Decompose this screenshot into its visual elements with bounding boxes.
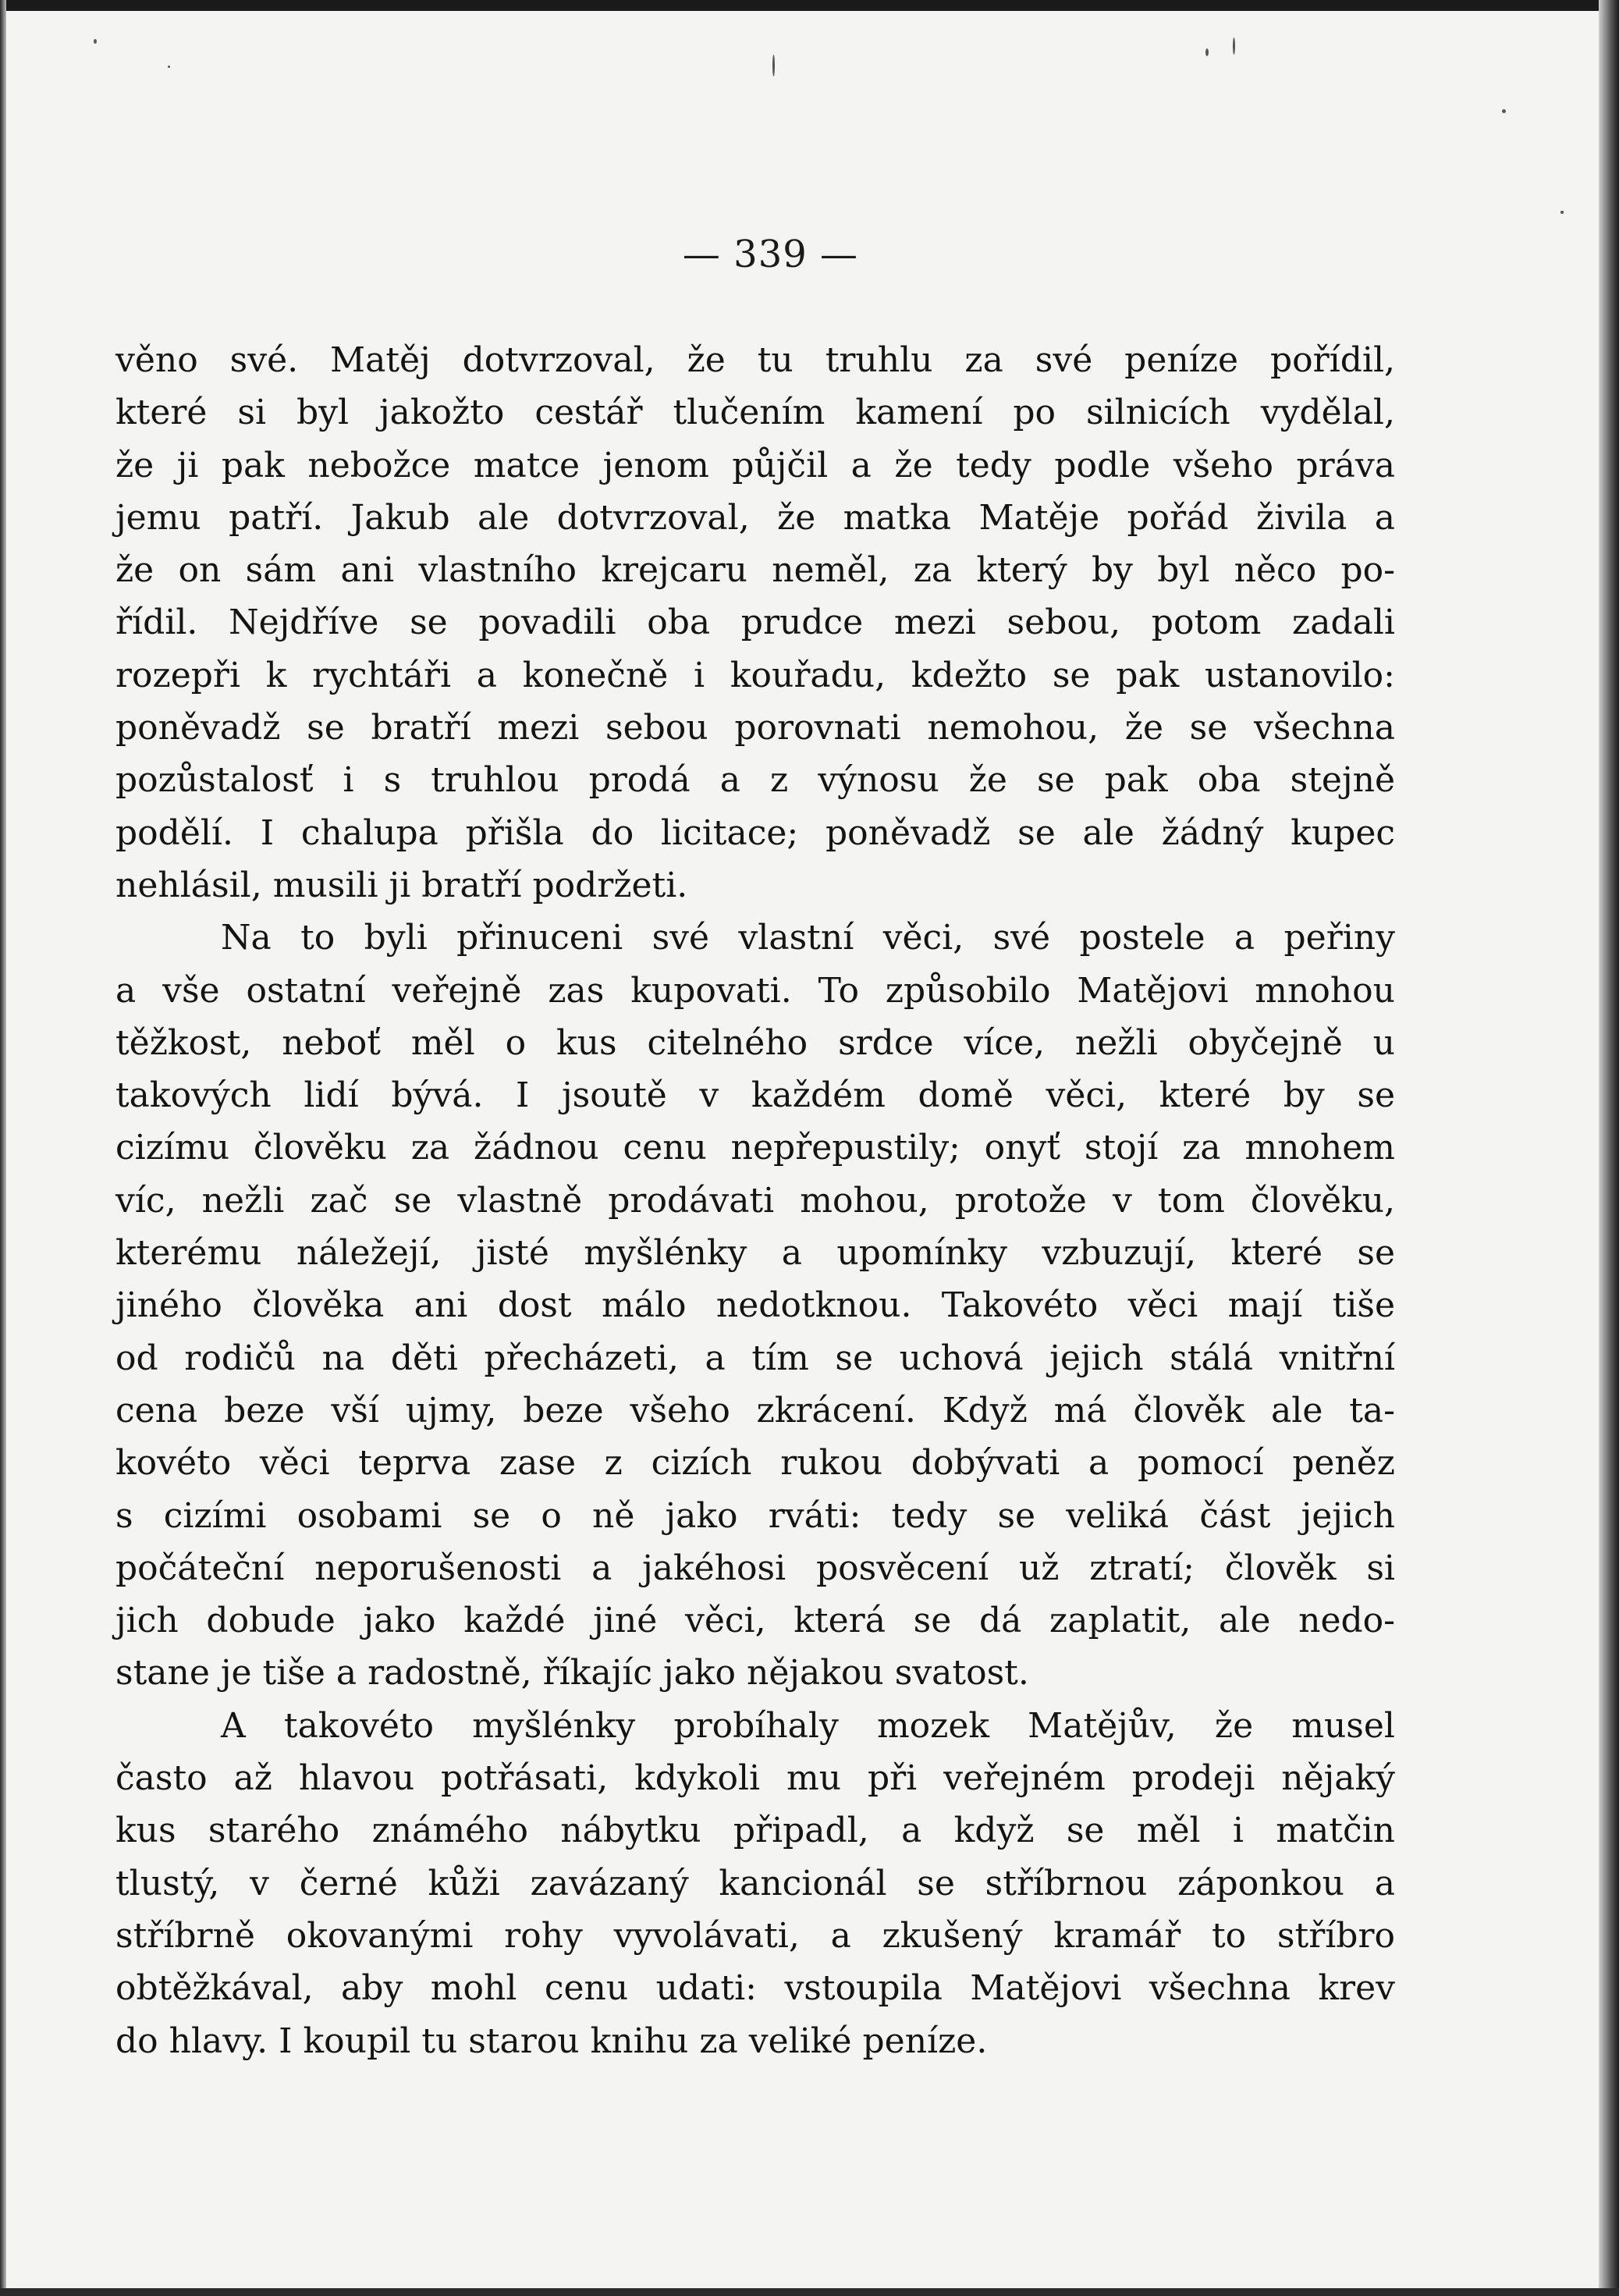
text-line: že on sám ani vlastního krejcaru neměl, za který by byl něco po- bbox=[115, 550, 1395, 591]
text-line: stane je tiše a radostně, říkajíc jako nějakou svatost. bbox=[115, 1653, 1029, 1694]
text-line: stříbrně okovanými rohy vyvolávati, a zkušený kramář to stříbro bbox=[115, 1915, 1395, 1956]
scan-speck bbox=[772, 55, 775, 76]
text-line: rozepři k rychtáři a konečně i kouřadu, kdežto se pak ustanovilo: bbox=[115, 655, 1395, 695]
text-line: obtěžkával, aby mohl cenu udati: vstoupila Matějovi všechna krev bbox=[115, 1968, 1395, 2009]
text-line: počáteční neporušenosti a jakéhosi posvěcení už ztratí; člověk si bbox=[115, 1548, 1395, 1588]
text-line: cena beze vší ujmy, beze všeho zkrácení. Když má člověk ale ta- bbox=[115, 1390, 1395, 1431]
text-line: kterému náležejí, jisté myšlénky a upomínky vzbuzují, které se bbox=[115, 1233, 1395, 1274]
scan-edge-top bbox=[0, 0, 1619, 11]
text-line: těžkost, neboť měl o kus citelného srdce více, nežli obyčejně u bbox=[115, 1022, 1395, 1063]
scan-speck bbox=[94, 39, 97, 44]
text-line: často až hlavou potřásati, kdykoli mu při veřejném prodeji nějaký bbox=[115, 1758, 1395, 1799]
scan-edge-right bbox=[1599, 0, 1619, 2296]
text-line: řídil. Nejdříve se povadili oba prudce mezi sebou, potom zadali bbox=[115, 602, 1395, 643]
text-line: od rodičů na děti přecházeti, a tím se uchová jejich stálá vnitřní bbox=[115, 1338, 1395, 1378]
text-line: že ji pak nebožce matce jenom půjčil a že tedy podle všeho práva bbox=[115, 445, 1395, 485]
text-line: kovéto věci teprva zase z cizích rukou dobývati a pomocí peněz bbox=[115, 1443, 1395, 1484]
page-number: — 339 — bbox=[682, 233, 859, 276]
text-line: do hlavy. I koupil tu starou knihu za veliké peníze. bbox=[115, 2021, 988, 2061]
scan-edge-left bbox=[0, 0, 6, 2296]
text-line: podělí. I chalupa přišla do licitace; poněvadž se ale žádný kupec bbox=[115, 812, 1395, 853]
text-line: jemu patří. Jakub ale dotvrzoval, že matka Matěje pořád živila a bbox=[115, 497, 1395, 538]
text-line: cizímu člověku za žádnou cenu nepřepustily; onyť stojí za mnohem bbox=[115, 1128, 1395, 1168]
scan-speck bbox=[1502, 109, 1506, 113]
body-text bbox=[115, 334, 1395, 2067]
text-line: s cizími osobami se o ně jako rváti: tedy se veliká část jejich bbox=[115, 1495, 1395, 1536]
text-line: pozůstalosť i s truhlou prodá a z výnosu že se pak oba stejně bbox=[115, 760, 1395, 801]
text-line: které si byl jakožto cestář tlučením kamení po silnicích vydělal, bbox=[115, 393, 1395, 433]
scan-speck bbox=[168, 66, 170, 68]
text-line: Na to byli přinuceni své vlastní věci, své postele a peřiny bbox=[221, 918, 1395, 958]
text-line: jiného člověka ani dost málo nedotknou. Takovéto věci mají tiše bbox=[115, 1285, 1395, 1326]
text-line: a vše ostatní veřejně zas kupovati. To způsobilo Matějovi mnohou bbox=[115, 970, 1395, 1011]
scan-speck bbox=[1233, 37, 1235, 55]
text-line: poněvadž se bratří mezi sebou porovnati nemohou, že se všechna bbox=[115, 708, 1395, 748]
text-line: víc, nežli zač se vlastně prodávati mohou, protože v tom člověku, bbox=[115, 1180, 1395, 1221]
scan-speck bbox=[1560, 211, 1564, 214]
text-line: kus starého známého nábytku připadl, a když se měl i matčin bbox=[115, 1811, 1395, 1851]
scan-speck bbox=[1205, 48, 1209, 56]
text-line: jich dobude jako každé jiné věci, která se dá zaplatit, ale nedo- bbox=[115, 1601, 1395, 1641]
text-line: věno své. Matěj dotvrzoval, že tu truhlu za své peníze pořídil, bbox=[115, 340, 1395, 380]
scan-edge-bottom bbox=[0, 2288, 1619, 2296]
text-line: takových lidí bývá. I jsoutě v každém domě věci, které by se bbox=[115, 1075, 1395, 1116]
text-line: A takovéto myšlénky probíhaly mozek Matějův, že musel bbox=[221, 1705, 1395, 1746]
text-line: nehlásil, musili ji bratří podržeti. bbox=[115, 865, 688, 905]
text-line: tlustý, v černé kůži zavázaný kancionál se stříbrnou záponkou a bbox=[115, 1863, 1395, 1903]
